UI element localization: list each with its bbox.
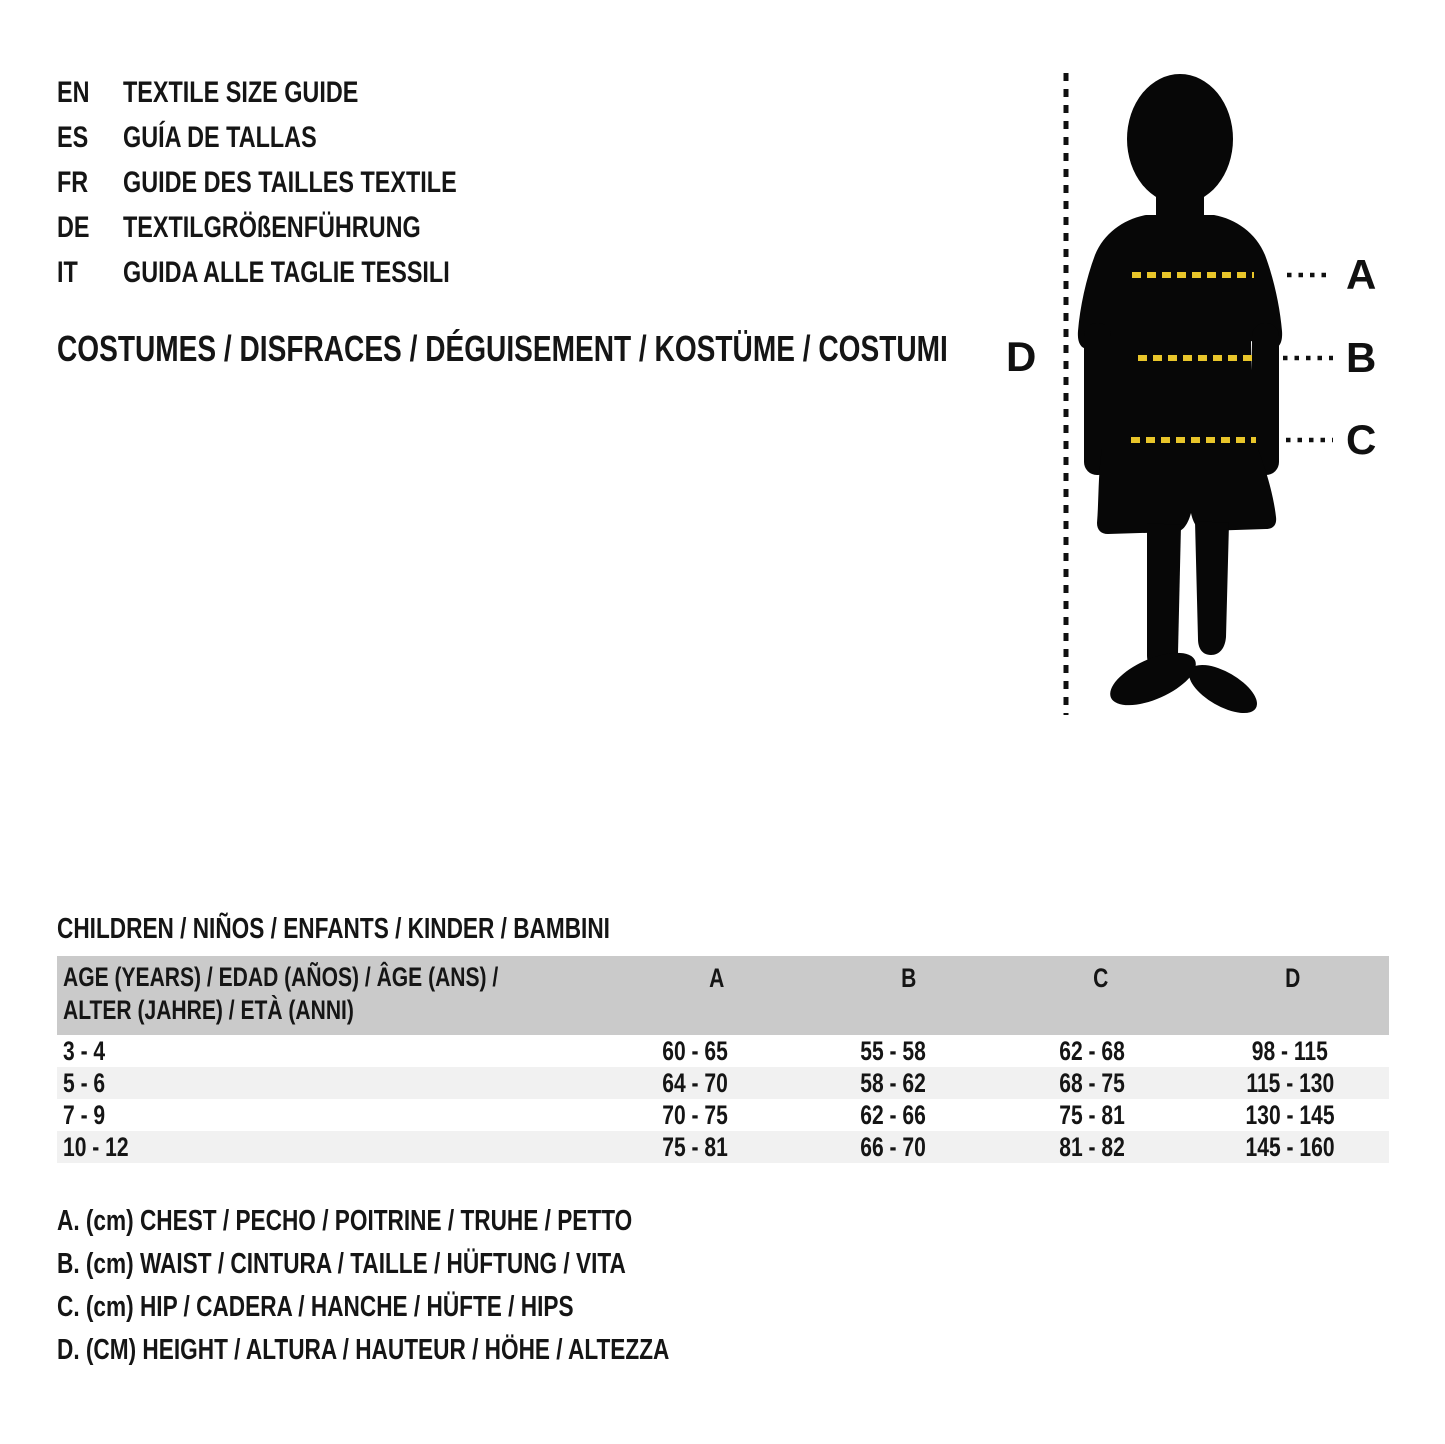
table-row — [57, 1099, 1389, 1131]
height-cell: 115 - 130 — [1245, 1067, 1334, 1098]
height-label: D — [1006, 333, 1037, 380]
column-header-b: B — [901, 963, 917, 993]
table-row — [57, 1131, 1389, 1163]
shorts-shape — [1097, 449, 1276, 534]
right-leg-shape — [1195, 521, 1229, 655]
left-leg-shape — [1147, 523, 1181, 672]
height-cell: 98 - 115 — [1251, 1035, 1328, 1066]
legend-item-chest: A. (cm) CHEST / PECHO / POITRINE / TRUHE / PETTO — [57, 1205, 633, 1237]
language-row-de — [57, 205, 551, 250]
language-row-fr — [57, 160, 551, 205]
child-silhouette — [1078, 74, 1282, 723]
age-cell: 7 - 9 — [63, 1099, 106, 1130]
height-cell: 130 - 145 — [1245, 1099, 1335, 1130]
hip-cell: 75 - 81 — [1058, 1099, 1125, 1130]
column-header-c: C — [1093, 963, 1109, 993]
hip-cell: 68 - 75 — [1058, 1067, 1125, 1098]
age-column-header: AGE (YEARS) / EDAD (AÑOS) / ÂGE (ANS) / ALTER (JAHRE) / ETÀ (ANNI) — [63, 962, 499, 1025]
language-code: ES — [57, 120, 89, 154]
category-title: COSTUMES / DISFRACES / DÉGUISEMENT / KOSTÜME / COSTUMI — [57, 328, 948, 369]
table-section-title: CHILDREN / NIÑOS / ENFANTS / KINDER / BAMBINI — [57, 913, 610, 945]
language-code: EN — [57, 75, 90, 109]
table-row — [57, 1035, 1389, 1067]
chest-cell: 70 - 75 — [662, 1099, 728, 1130]
waist-label: B — [1346, 334, 1377, 381]
table-header — [57, 956, 1389, 1035]
chest-cell: 64 - 70 — [662, 1067, 728, 1098]
hip-cell: 62 - 68 — [1058, 1035, 1125, 1066]
hip-label: C — [1346, 416, 1377, 463]
language-title-list — [57, 70, 551, 295]
language-code: DE — [57, 210, 90, 244]
size-table — [57, 956, 1389, 1163]
waist-cell: 66 - 70 — [860, 1131, 927, 1162]
hip-cell: 81 - 82 — [1058, 1131, 1125, 1162]
legend-item-hip: C. (cm) HIP / CADERA / HANCHE / HÜFTE / HIPS — [57, 1291, 574, 1323]
age-cell: 3 - 4 — [63, 1035, 106, 1066]
measurement-diagram — [990, 55, 1445, 735]
legend-item-height: D. (CM) HEIGHT / ALTURA / HAUTEUR / HÖHE / ALTEZZA — [57, 1334, 670, 1366]
height-cell: 145 - 160 — [1245, 1131, 1335, 1162]
language-title: GUIDE DES TAILLES TEXTILE — [123, 165, 457, 199]
legend-item-waist: B. (cm) WAIST / CINTURA / TAILLE / HÜFTUNG / VITA — [57, 1248, 626, 1280]
language-title: GUÍA DE TALLAS — [123, 120, 317, 154]
chest-cell: 60 - 65 — [662, 1035, 728, 1066]
language-code: IT — [57, 255, 78, 289]
language-code: FR — [57, 165, 89, 199]
column-header-d: D — [1285, 963, 1301, 993]
language-row-it — [57, 250, 551, 295]
chest-cell: 75 - 81 — [662, 1131, 728, 1162]
language-title: GUIDA ALLE TAGLIE TESSILI — [123, 255, 450, 289]
chest-label: A — [1346, 251, 1377, 298]
language-row-es — [57, 115, 551, 160]
language-row-en — [57, 70, 551, 115]
language-title: TEXTILGRÖßENFÜHRUNG — [123, 210, 421, 244]
waist-cell: 55 - 58 — [860, 1035, 927, 1066]
waist-cell: 62 - 66 — [860, 1099, 927, 1130]
language-title: TEXTILE SIZE GUIDE — [123, 75, 359, 109]
table-row — [57, 1067, 1389, 1099]
age-cell: 10 - 12 — [63, 1131, 129, 1162]
age-cell: 5 - 6 — [63, 1067, 106, 1098]
measurement-legend — [57, 1200, 842, 1372]
waist-cell: 58 - 62 — [860, 1067, 927, 1098]
column-header-a: A — [709, 963, 725, 993]
